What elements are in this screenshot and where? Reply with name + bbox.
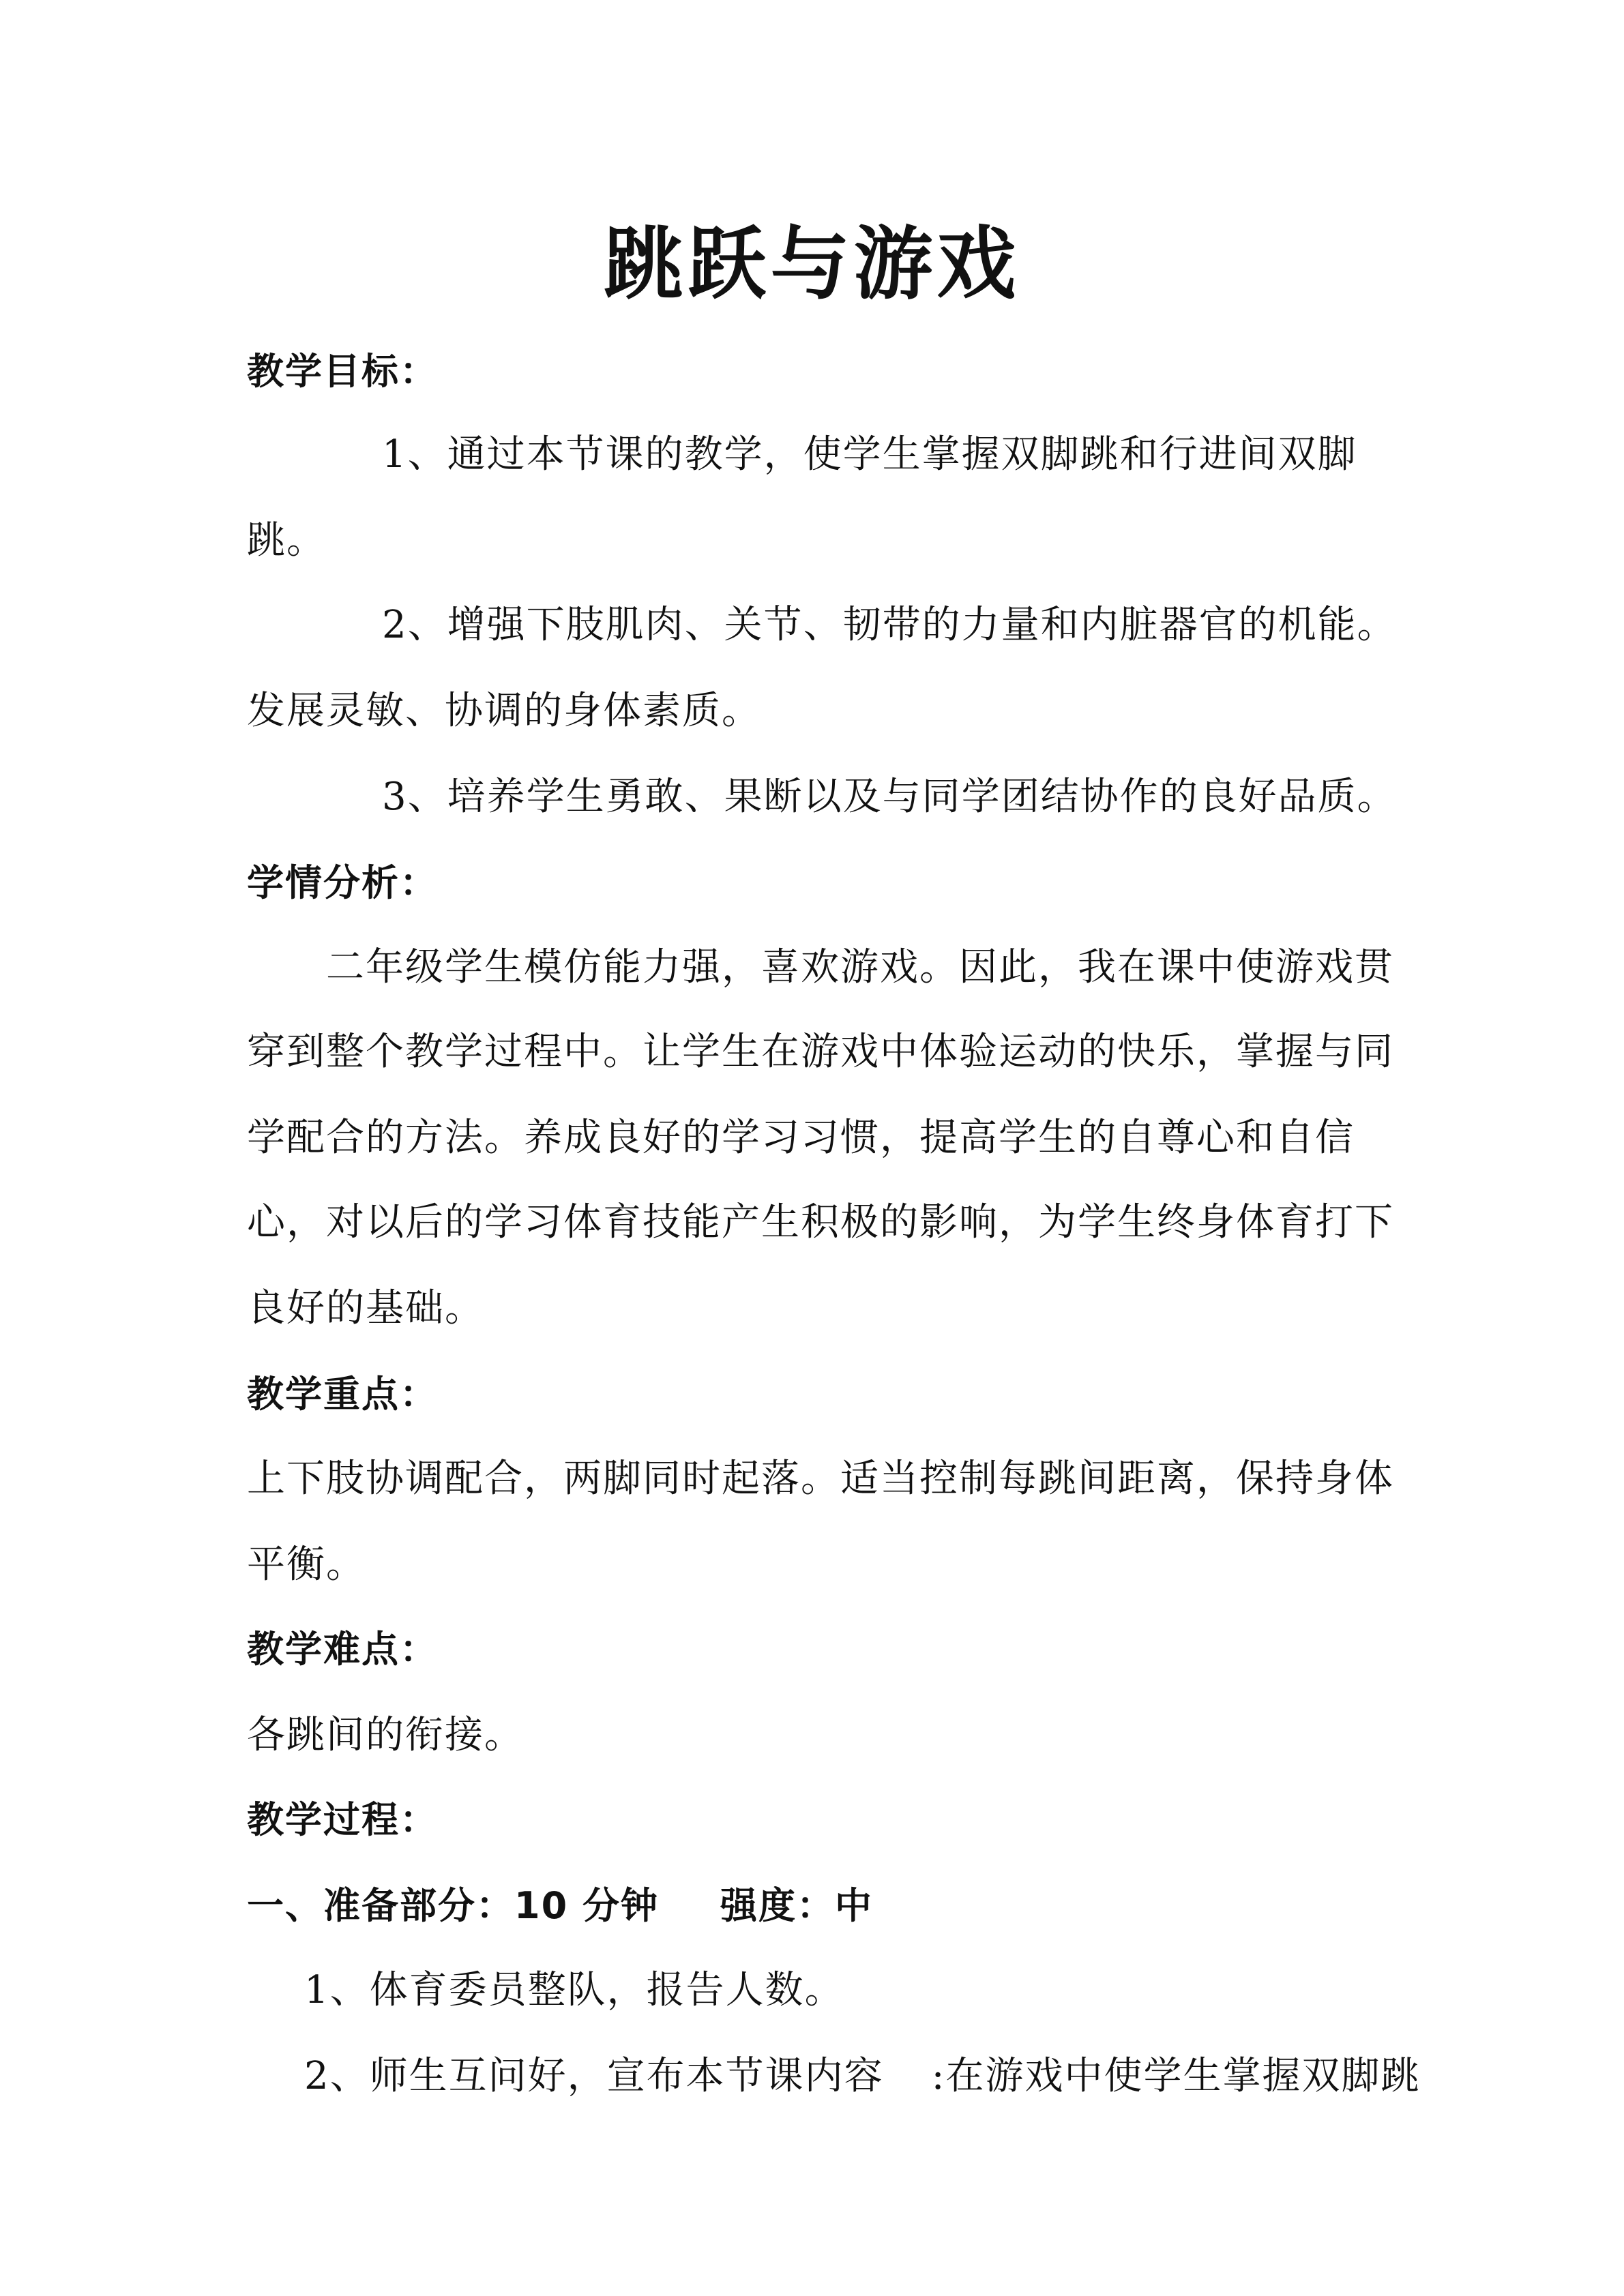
- key-points-line-1: 上下肢协调配合，两脚同时起落。适当控制每跳间距离，保持身体: [247, 1457, 1394, 1501]
- analysis-line-5: 良好的基础。: [247, 1286, 484, 1330]
- key-points-line-2: 平衡。: [247, 1542, 366, 1587]
- difficulties-line-1: 各跳间的衔接。: [247, 1713, 524, 1757]
- difficulties-heading: 教学难点：: [247, 1628, 438, 1671]
- analysis-line-1: 二年级学生模仿能力强，喜欢游戏。因此，我在课中使游戏贯: [326, 945, 1394, 989]
- process-part1-line: [247, 1882, 873, 1930]
- process-part1-intensity: 强度：中: [720, 1884, 873, 1927]
- process-step-2-part-a: 2、师生互问好，宣布本节课内容: [304, 2054, 884, 2098]
- page-title: 跳跃与游戏: [604, 218, 1020, 310]
- objective-2-line-1: 2、增强下肢肌肉、关节、韧带的力量和内脏器官的机能。: [382, 603, 1397, 647]
- analysis-line-2: 穿到整个教学过程中。让学生在游戏中体验运动的快乐，掌握与同: [247, 1030, 1394, 1074]
- analysis-line-3: 学配合的方法。养成良好的学习习惯，提高学生的自尊心和自信: [247, 1116, 1355, 1160]
- analysis-heading: 学情分析：: [247, 861, 438, 904]
- process-step-2-part-b: :在游戏中使学生掌握双脚跳: [931, 2054, 1421, 2098]
- process-step-2: [304, 2053, 1421, 2100]
- objective-2-line-2: 发展灵敏、协调的身体素质。: [247, 689, 761, 733]
- objective-1-line-2: 跳。: [247, 518, 326, 563]
- process-heading: 教学过程：: [247, 1798, 438, 1841]
- key-points-heading: 教学重点：: [247, 1373, 438, 1416]
- objective-3-line-1: 3、培养学生勇敢、果断以及与同学团结协作的良好品质。: [382, 775, 1397, 819]
- analysis-line-4: 心，对以后的学习体育技能产生积极的影响，为学生终身体育打下: [247, 1200, 1394, 1244]
- objectives-heading: 教学目标：: [247, 350, 438, 393]
- objective-1-line-1: 1、通过本节课的教学，使学生掌握双脚跳和行进间双脚: [382, 432, 1357, 477]
- process-part1-label: 一、准备部分：10 分钟: [247, 1884, 659, 1927]
- process-step-1: 1、体育委员整队，报告人数。: [304, 1968, 844, 2012]
